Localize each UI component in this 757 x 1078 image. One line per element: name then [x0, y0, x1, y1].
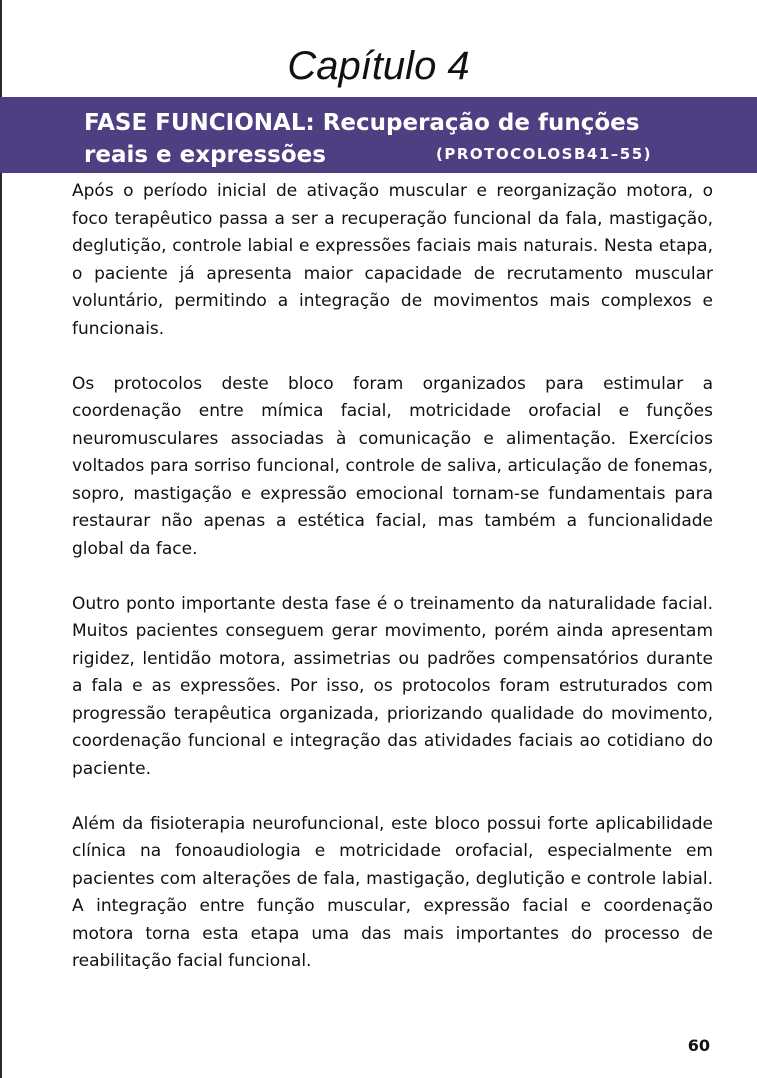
paragraph-protocols: Os protocolos deste bloco foram organizados para estimular a coordenação entre mímica facial, motricidade orofacial e funções neuromusculares associadas à comunicação e alimentação. Exercícios voltados para sorriso funcional, controle de saliva, articulação de fonemas, sopro, mastigação e expressão emocional tornam-se fundamentais para restaurar não apenas a estética facial, mas também a funcionalidade global da face.: [72, 373, 713, 559]
section-title-line1: FASE FUNCIONAL: Recuperação de funções: [84, 110, 640, 136]
protocol-range-tag: (PROTOCOLOSB41–55): [436, 145, 653, 163]
paragraph-intro: Após o período inicial de ativação muscular e reorganização motora, o foco terapêutico passa a ser a recuperação funcional da fala, mastigação, deglutição, controle labial e expressões faciais mais naturais. Nesta etapa, o paciente já apresenta maior capacidade de recrutamento muscular voluntário, permitindo a integração de movimentos mais complexos e funcionais.: [72, 181, 713, 339]
page-number: 60: [687, 1036, 710, 1055]
body-text: [72, 178, 713, 1003]
chapter-title: Capítulo 4: [287, 44, 470, 88]
paragraph-naturalness: Outro ponto importante desta fase é o treinamento da naturalidade facial. Muitos pacientes conseguem gerar movimento, porém ainda apresentam rigidez, lentidão motora, assimetrias ou padrões compensatórios durante a fala e as expressões. Por isso, os protocolos foram estruturados com progressão terapêutica organizada, priorizando qualidade do movimento, coordenação funcional e integração das atividades faciais ao cotidiano do paciente.: [72, 593, 713, 779]
section-title-line2: reais e expressões: [84, 142, 326, 168]
section-banner: [0, 97, 757, 173]
paragraph-clinical-applicability: Além da fisioterapia neurofuncional, este bloco possui forte aplicabilidade clínica na fonoaudiologia e motricidade orofacial, especialmente em pacientes com alterações de fala, mastigação, deglutição e controle labial. A integração entre função muscular, expressão facial e coordenação motora torna esta etapa uma das mais importantes do processo de reabilitação facial funcional.: [72, 813, 713, 971]
